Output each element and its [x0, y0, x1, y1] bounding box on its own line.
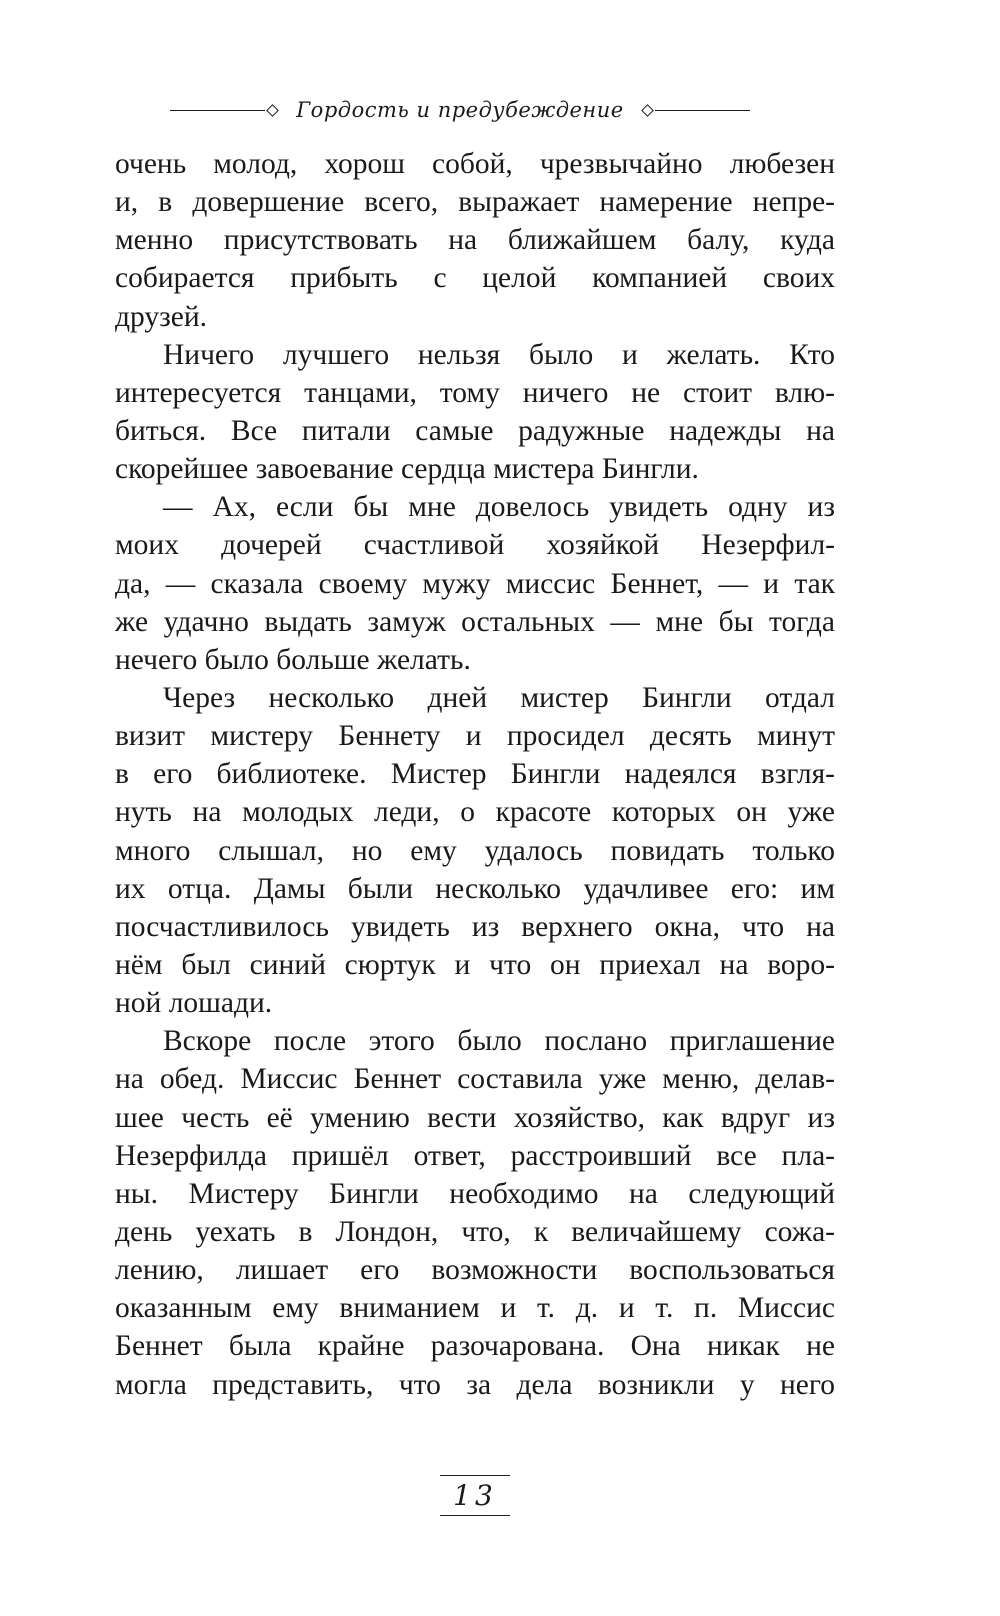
text-line: ной лошади. — [115, 987, 273, 1020]
text-line: на обед. Миссис Беннет составила уже меню, делав- — [115, 1063, 835, 1096]
text-line: день уехать в Лондон, что, к величайшему сожа- — [115, 1215, 835, 1248]
text-line: лению, лишает его возможности воспользоваться — [115, 1254, 835, 1287]
text-line: Ничего лучшего нельзя было и желать. Кто — [163, 338, 835, 371]
paragraph — [115, 679, 835, 1022]
text-line: посчастливилось увидеть из верхнего окна, что на — [115, 910, 835, 943]
text-line: Вскоре после этого было послано приглашение — [163, 1025, 835, 1058]
folio-rule-top — [440, 1475, 510, 1476]
paragraph — [115, 488, 835, 679]
text-line: могла представить, что за дела возникли у него — [115, 1368, 835, 1401]
paragraph — [115, 336, 835, 489]
text-line: нечего было больше желать. — [115, 643, 471, 676]
text-line: в его библиотеке. Мистер Бингли надеялся взгля- — [115, 758, 835, 791]
paragraph — [115, 1022, 835, 1403]
text-line: биться. Все питали самые радужные надежды на — [115, 414, 835, 447]
text-line: менно присутствовать на ближайшем балу, куда — [115, 224, 835, 257]
text-line: Беннет была крайне разочарована. Она никак не — [115, 1330, 835, 1363]
text-line: — Ах, если бы мне довелось увидеть одну из — [163, 491, 835, 524]
text-line: же удачно выдать замуж остальных — мне бы тогда — [115, 605, 835, 638]
text-line: их отца. Дамы были несколько удачливее его: им — [115, 872, 835, 905]
page-number: 13 — [453, 1479, 497, 1512]
text-line: нём был синий сюртук и что он приехал на воро- — [115, 948, 835, 981]
text-line: очень молод, хорош собой, чрезвычайно любезен — [115, 148, 835, 180]
text-line: оказанным ему вниманием и т. д. и т. п. Миссис — [115, 1292, 835, 1325]
paragraph — [115, 145, 835, 336]
text-line: шее честь её умению вести хозяйство, как вдруг из — [115, 1101, 835, 1134]
text-line: друзей. — [115, 300, 208, 333]
text-line: скорейшее завоевание сердца мистера Бингли. — [115, 453, 699, 486]
body-text — [115, 145, 835, 1404]
running-header — [170, 93, 750, 127]
text-line: Незерфилда пришёл ответ, расстроивший все пла- — [115, 1139, 835, 1172]
text-line: и, в довершение всего, выражает намерение непре- — [115, 186, 835, 219]
text-line: нуть на молодых леди, о красоте которых он уже — [115, 796, 835, 829]
text-line: много слышал, но ему удалось повидать только — [115, 834, 835, 867]
running-header-title: Гордость и предубеждение — [296, 98, 624, 122]
text-line: интересуется танцами, тому ничего не стоит влю- — [115, 376, 835, 409]
page-number-block — [440, 1475, 510, 1535]
header-ornament-left — [170, 106, 280, 115]
header-ornament-right — [640, 106, 750, 115]
text-line: Через несколько дней мистер Бингли отдал — [163, 681, 835, 714]
text-line: собирается прибыть с целой компанией своих — [115, 262, 835, 295]
text-line: визит мистеру Беннету и просидел десять минут — [115, 720, 835, 753]
text-line: ны. Мистеру Бингли необходимо на следующий — [115, 1177, 835, 1210]
text-line: да, — сказала своему мужу миссис Беннет, — и так — [115, 567, 835, 600]
text-line: моих дочерей счастливой хозяйкой Незерфил- — [115, 529, 835, 562]
folio-rule-bottom — [440, 1515, 510, 1516]
